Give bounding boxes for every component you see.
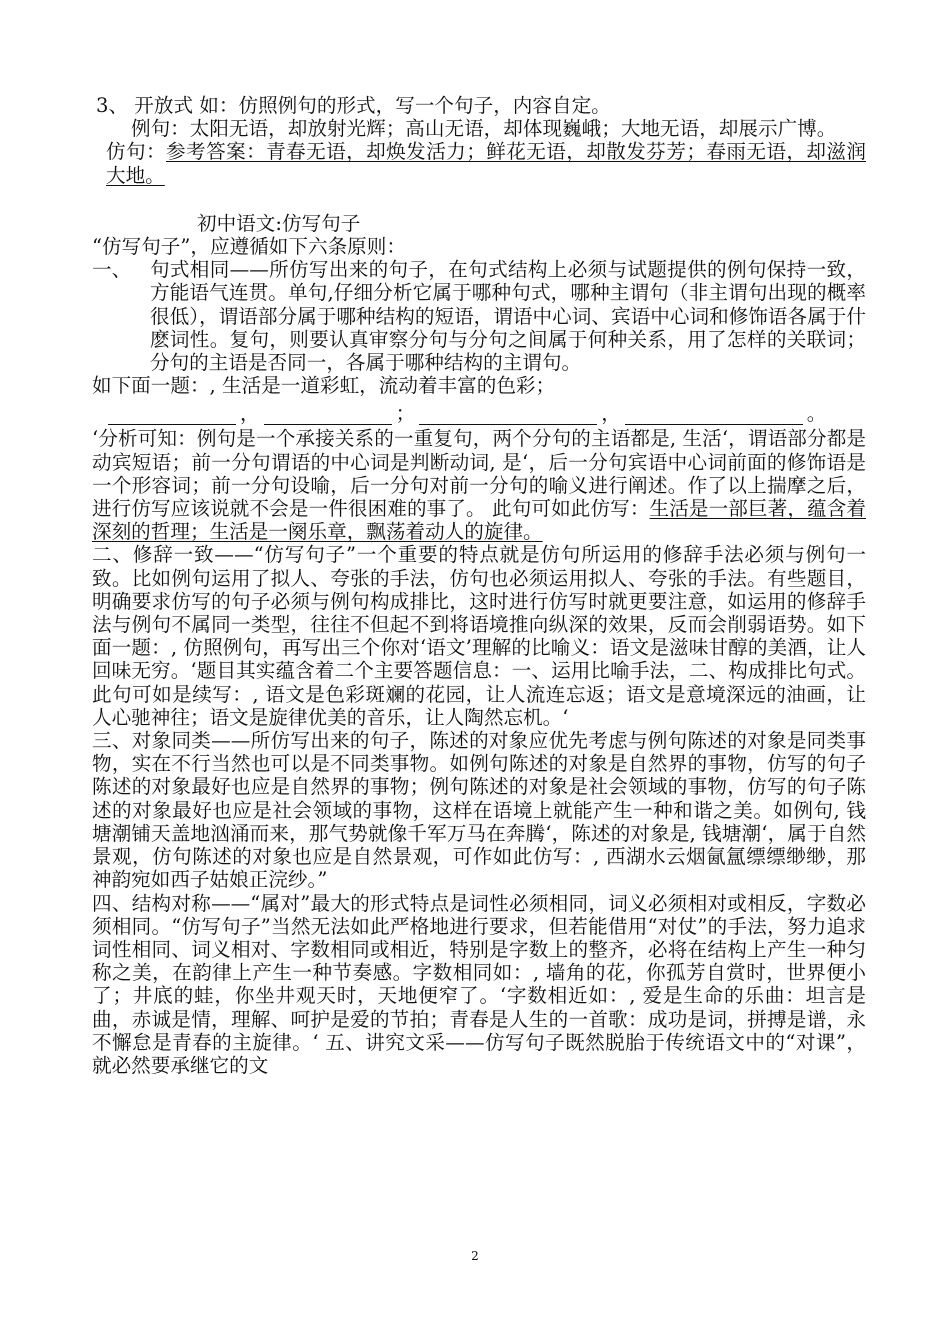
rule-3-paragraph: 三、对象同类——所仿写出来的句子，陈述的对象应优先考虑与例句陈述的对象是同类事物，实在不行当然也可以是不同类事物。如例句陈述的对象是自然界的事物，仿写的句子陈述的对象最好也应是自然界的事物；例句陈述的对象是社会领域的事物，仿写的句子陈述的对象最好也应是社会领域的事物，这样在语境上就能产生一种和谐之美。如例句, 钱塘潮铺天盖地汹涌而来，那气势就像千军万马在奔腾‘，陈述的对象是, 钱塘潮‘，属于自然景观，仿句陈述的对象也应是自然景观，可作如此仿写：, 西湖水云烟氤氲缥缥缈缈，那神韵宛如西子姑娘正浣纱。” xyxy=(92,729,866,892)
rule-4-paragraph: 四、结构对称——“属对”最大的形式特点是词性必须相同，词义必须相对或相反，字数必须相同。“仿写句子”当然无法如此严格地进行要求，但若能借用“对仗”的手法，努力追求词性相同、词义相对、字数相同或相近，特别是字数上的整齐，必将在结构上产生一种匀称之美，在韵律上产生一种节奏感。字数相同如：, 墙角的花，你孤芳自赏时，世界便小了；井底的蛙，你坐井观天时，天地便窄了。‘字数相近如：, 爱是生命的乐曲：坦言是曲，赤诚是情，理解、呵护是爱的节拍；青春是人生的一首歌：成功是词，拼搏是谱，永不懈怠是青春的主旋律。‘ 五、讲究文采——仿写句子既然脱胎于传统语文中的“对课”，就必然要承继它的文 xyxy=(92,891,866,1077)
blank-4[interactable] xyxy=(625,406,803,425)
open-question-line: 3、 开放式 如：仿照例句的形式，写一个句子，内容自定。 xyxy=(96,94,611,117)
blank-1[interactable] xyxy=(108,406,236,425)
imitation-sentence xyxy=(92,140,866,186)
analysis-paragraph xyxy=(92,427,866,543)
page-number: 2 xyxy=(471,1249,479,1263)
rule-1 xyxy=(92,258,866,374)
example-question: 如下面一题：, 生活是一道彩虹，流动着丰富的色彩； xyxy=(92,374,556,398)
analysis-text: ‘分析可知：例句是一个承接关系的一重复句，两个分句的主语都是, 生活‘，谓语部分都是动宾短语；前一分句谓语的中心词是判断动词, 是‘，后一分句宾语中心词前面的修饰语是一个形容词；前一分句设喻，后一分句对前一分句的喻义进行阐述。作了以上揣摩之后，进行仿写应该说就不会是一件很困难的事了。 此句可如此仿写： xyxy=(92,427,866,521)
blank-end: 。 xyxy=(806,402,827,426)
rule-1-text: 句式相同——所仿写出来的句子，在句式结构上必须与试题提供的例句保持一致，方能语气连贯。单句,仔细分析它属于哪种句式，哪种主谓句（非主谓句出现的概率很低），谓语部分属于哪种结构的短语，谓语中心词、宾语中心词和修饰语各属于什麽词性。复句，则要认真审察分句与分句之间属于何种关系，用了怎样的关联词；分句的主语是否同一，各属于哪种结构的主谓句。 xyxy=(150,258,866,375)
blank-separator: ， xyxy=(601,402,621,426)
document-body xyxy=(92,94,866,1077)
intro-line: “仿写句子”，应遵循如下六条原则： xyxy=(92,235,406,259)
rule-1-number: 一、 xyxy=(92,258,132,282)
blank-2[interactable] xyxy=(264,406,392,425)
fill-in-blanks xyxy=(108,399,866,425)
blank-3[interactable] xyxy=(419,406,597,425)
blank-separator: ； xyxy=(395,402,416,426)
rule-2-paragraph: 二、修辞一致——“仿写句子”一个重要的特点就是仿句所运用的修辞手法必须与例句一致。比如例句运用了拟人、夸张的手法，仿句也必须运用拟人、夸张的手法。有些题目，明确要求仿写的句子必须与例句构成排比，这时进行仿写时就更要注意，如运用的修辞手法与例句不属同一类型，往往不但起不到将语境推向纵深的效果，反而会削弱语势。如下面一题：, 仿照例句，再写出三个你对‘语文’理解的比喻义：语文是滋味甘醇的美酒，让人回味无穷。‘题目其实蕴含着二个主要答题信息：一、运用比喻手法，二、构成排比句式。此句可如是续写：, 语文是色彩斑斓的花园，让人流连忘返；语文是意境深远的油画，让人心驰神往；语文是旋律优美的音乐，让人陶然忘机。‘ xyxy=(92,543,866,729)
section-title: 初中语文:仿写句子 xyxy=(197,211,361,235)
imitation-prefix: 仿句： xyxy=(106,140,167,164)
analysis-answer: 生活是一部巨著，蕴含着深刻的哲理；生活是一阕乐章，飘荡着动人的旋律。 xyxy=(92,497,867,544)
example-sentence: 例句：太阳无语，却放射光辉；高山无语，却体现巍峨；大地无语，却展示广博。 xyxy=(131,117,837,141)
reference-answer: 参考答案：青春无语，却焕发活力；鲜花无语，却散发芬芳；春雨无语，却滋润大地。 xyxy=(106,140,867,187)
spacer xyxy=(92,187,866,210)
blank-separator: ， xyxy=(240,402,260,426)
